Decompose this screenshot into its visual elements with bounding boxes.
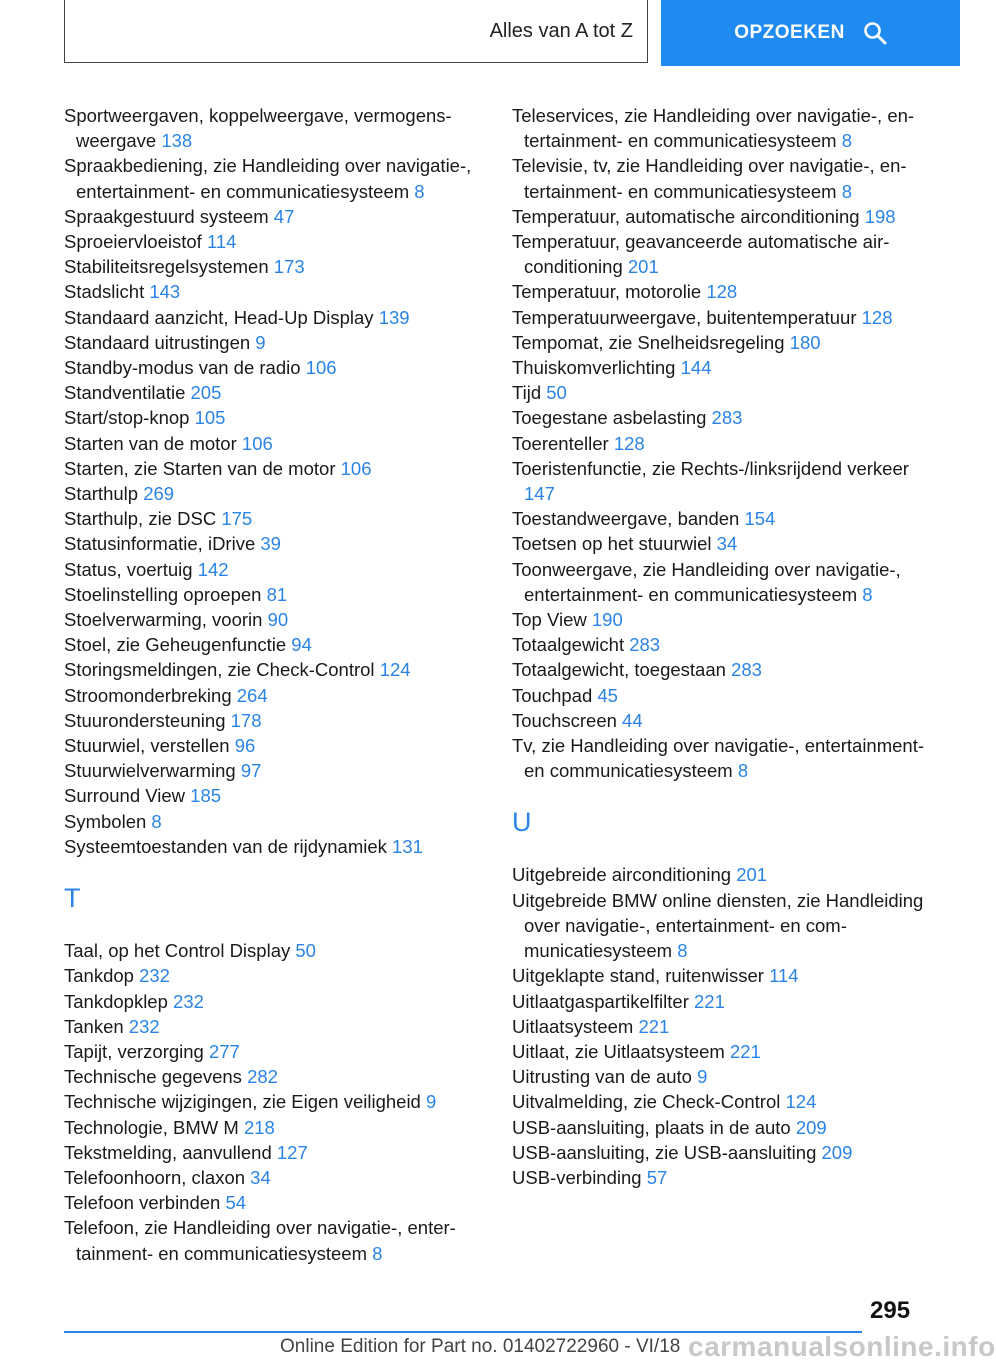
index-entry-text: Totaalgewicht — [512, 634, 625, 656]
index-entry-page-link[interactable]: 106 — [305, 357, 337, 379]
index-entry-page-link[interactable]: 221 — [638, 1015, 670, 1037]
index-entry-page-link[interactable]: 97 — [240, 760, 262, 782]
index-entry — [64, 557, 489, 582]
index-entry-page-link[interactable]: 198 — [864, 205, 896, 227]
index-letter-heading: T — [64, 883, 81, 914]
index-column-right — [512, 103, 932, 1190]
index-entry — [64, 204, 489, 229]
index-entry-text: USB-verbinding — [512, 1166, 642, 1188]
index-entry-text: Tempomat, zie Snelheidsregeling — [512, 331, 785, 353]
index-entry-page-link[interactable]: 178 — [230, 709, 262, 731]
index-entry — [512, 153, 932, 203]
index-entry-text: Toetsen op het stuurwiel — [512, 533, 712, 555]
index-entry — [64, 506, 489, 531]
index-entry-page-link[interactable]: 124 — [785, 1091, 817, 1113]
index-entry-page-link[interactable]: 283 — [711, 407, 743, 429]
index-entry-page-link[interactable]: 8 — [841, 130, 853, 152]
tab-search[interactable] — [661, 0, 960, 66]
index-entry — [512, 279, 932, 304]
index-entry-text: Toestandweergave, banden — [512, 508, 740, 530]
index-entry-text: Teleservices, zie Handleiding over navigatie-, entertainment- en communicatiesysteem — [512, 105, 915, 152]
index-entry — [64, 683, 489, 708]
index-entry-text: Tankdopklep — [64, 990, 168, 1012]
index-entry-text: Starthulp, zie DSC — [64, 508, 217, 530]
index-entry-page-link[interactable]: 44 — [622, 709, 643, 731]
index-entry-page-link[interactable]: 221 — [729, 1040, 761, 1062]
index-entry-page-link[interactable]: 221 — [694, 990, 725, 1012]
index-entry-page-link[interactable]: 283 — [629, 634, 661, 656]
index-entry — [64, 989, 489, 1014]
index-entry-page-link[interactable]: 144 — [680, 357, 712, 379]
index-entry-page-link[interactable]: 269 — [143, 483, 175, 505]
index-entry-page-link[interactable]: 128 — [613, 432, 645, 454]
index-entry-page-link[interactable]: 34 — [716, 533, 738, 555]
index-entry-text: Technische wijzigingen, zie Eigen veiligheid — [64, 1091, 421, 1113]
index-entry-text: Status, voertuig — [64, 558, 193, 580]
index-entry — [512, 1014, 932, 1039]
index-entry — [64, 963, 489, 988]
index-entry — [512, 708, 932, 733]
index-entry — [64, 279, 489, 304]
index-entry-page-link[interactable]: 143 — [149, 281, 181, 303]
index-entry — [512, 405, 932, 430]
index-entry-text: Stabiliteitsregelsystemen — [64, 256, 269, 278]
index-entry-page-link[interactable]: 8 — [737, 760, 749, 782]
index-entry — [512, 1039, 932, 1064]
index-entry-text: Statusinformatie, iDrive — [64, 533, 256, 555]
index-entry-page-link[interactable]: 45 — [597, 684, 618, 706]
index-entry-text: Toonweergave, zie Handleiding over navigatie-, entertainment- en communicatiesysteem — [512, 558, 901, 605]
index-entry-text: Systeemtoestanden van de rijdynamiek — [64, 835, 387, 857]
watermark-text: carmanualsonline.info — [688, 1331, 996, 1362]
index-entry — [512, 632, 932, 657]
index-entry-page-link[interactable]: 39 — [260, 533, 281, 555]
index-entry — [512, 862, 932, 887]
index-entry — [512, 963, 932, 988]
index-entry-text: Sproeiervloeistof — [64, 231, 202, 253]
index-entry-text: Toeristenfunctie, zie Rechts-/linksrijdend verkeer — [512, 457, 909, 479]
index-entry-page-link[interactable]: 201 — [736, 864, 768, 886]
index-entry-text: Stoelinstelling oproepen — [64, 583, 262, 605]
index-entry-text: Sportweergaven, koppelweergave, vermogensweergave — [64, 105, 452, 152]
index-entry-page-link[interactable]: 124 — [379, 659, 411, 681]
index-entry-page-link[interactable]: 232 — [128, 1015, 160, 1037]
index-entry-text: Uitgebreide airconditioning — [512, 864, 732, 886]
index-entry-text: Temperatuur, motorolie — [512, 281, 702, 303]
search-icon — [863, 21, 887, 45]
index-entry — [512, 506, 932, 531]
index-entry — [64, 103, 489, 153]
index-entry — [512, 103, 932, 153]
index-entry-text: Spraakgestuurd systeem — [64, 205, 269, 227]
index-entry-text: Uitlaatsysteem — [512, 1015, 634, 1037]
index-entry-page-link[interactable]: 105 — [194, 407, 226, 429]
index-entry-text: Starten, zie Starten van de motor — [64, 457, 336, 479]
index-entry — [64, 254, 489, 279]
index-entry-page-link[interactable]: 218 — [243, 1116, 275, 1138]
index-entry-page-link[interactable]: 9 — [255, 331, 266, 353]
index-entry-page-link[interactable]: 8 — [841, 180, 853, 202]
index-entry — [512, 305, 932, 330]
index-entry — [512, 989, 932, 1014]
index-entry-page-link[interactable]: 282 — [247, 1066, 278, 1088]
index-entry — [64, 1115, 489, 1140]
index-entry — [64, 708, 489, 733]
index-entry — [512, 1089, 932, 1114]
index-entry-page-link[interactable]: 8 — [862, 583, 873, 605]
index-entry-page-link[interactable]: 232 — [139, 965, 170, 987]
index-entry-page-link[interactable]: 147 — [524, 483, 555, 505]
index-entry — [64, 783, 489, 808]
index-entry-text: Touchpad — [512, 684, 593, 706]
index-entry — [512, 380, 932, 405]
index-entry — [64, 758, 489, 783]
index-entry — [512, 355, 932, 380]
index-entry-text: Stoelverwarming, voorin — [64, 609, 263, 631]
index-entry — [64, 330, 489, 355]
index-entry-page-link[interactable]: 8 — [677, 940, 688, 962]
index-entry — [512, 229, 932, 279]
index-entry — [64, 380, 489, 405]
index-entry — [64, 657, 489, 682]
index-entry-page-link[interactable]: 114 — [769, 965, 799, 987]
index-entry — [64, 834, 489, 859]
index-entry-page-link[interactable]: 283 — [731, 659, 762, 681]
index-entry — [64, 809, 489, 834]
index-entry-text: Temperatuur, geavanceerde automatische airconditioning — [512, 231, 890, 278]
index-entry — [64, 481, 489, 506]
index-entry-text: Technische gegevens — [64, 1066, 242, 1088]
index-entry — [512, 888, 932, 964]
index-entry-text: Uitrusting van de auto — [512, 1066, 692, 1088]
index-entry-text: Stoel, zie Geheugenfunctie — [64, 634, 287, 656]
index-entry-page-link[interactable]: 114 — [206, 231, 237, 253]
top-navigation — [0, 0, 960, 66]
index-entry — [512, 1115, 932, 1140]
index-entry — [512, 733, 932, 783]
index-entry-text: Technologie, BMW M — [64, 1116, 239, 1138]
index-entry — [64, 1165, 489, 1190]
index-entry — [64, 405, 489, 430]
index-entry-page-link[interactable]: 106 — [241, 432, 273, 454]
index-entry — [512, 204, 932, 229]
index-entry — [64, 632, 489, 657]
index-entry-text: Standby-modus van de radio — [64, 357, 301, 379]
index-entry-text: Temperatuurweergave, buitentemperatuur — [512, 306, 857, 328]
index-entry-page-link[interactable]: 96 — [234, 735, 256, 757]
index-entry — [64, 456, 489, 481]
index-entry-text: Standaard aanzicht, Head-Up Display — [64, 306, 374, 328]
index-entry-text: Top View — [512, 609, 587, 631]
page-number: 295 — [870, 1297, 911, 1324]
index-entry — [512, 456, 932, 506]
index-entry — [64, 305, 489, 330]
index-entry-page-link[interactable]: 180 — [789, 331, 821, 353]
index-entry-page-link[interactable]: 94 — [291, 634, 312, 656]
index-entry — [64, 1064, 489, 1089]
index-entry-page-link[interactable]: 175 — [221, 508, 253, 530]
index-entry-text: Starten van de motor — [64, 432, 237, 454]
index-entry-page-link[interactable]: 57 — [646, 1166, 668, 1188]
index-entry-page-link[interactable]: 138 — [161, 130, 193, 152]
index-entry-text: Stuurwiel, verstellen — [64, 735, 230, 757]
index-entry-page-link[interactable]: 90 — [267, 609, 289, 631]
index-entry-page-link[interactable]: 139 — [378, 306, 410, 328]
index-entry — [64, 1014, 489, 1039]
index-entry-page-link[interactable]: 9 — [426, 1091, 437, 1113]
index-entry-text: Symbolen — [64, 810, 147, 832]
tab-search-label: OPZOEKEN — [734, 22, 845, 43]
index-entry-text: Tanken — [64, 1015, 124, 1037]
index-entry-page-link[interactable]: 142 — [197, 558, 229, 580]
index-entry-text: Telefoonhoorn, claxon — [64, 1166, 246, 1188]
index-entry-text: Telefoon, zie Handleiding over navigatie-, entertainment- en communicatiesysteem — [64, 1217, 456, 1264]
index-entry — [512, 1140, 932, 1165]
index-entry-page-link[interactable]: 127 — [276, 1141, 308, 1163]
index-entry-text: USB-aansluiting, zie USB-aansluiting — [512, 1141, 817, 1163]
index-entry — [512, 531, 932, 556]
index-entry — [512, 657, 932, 682]
tab-a-to-z[interactable] — [64, 0, 648, 63]
index-entry-page-link[interactable]: 81 — [266, 583, 288, 605]
index-entry — [64, 1190, 489, 1215]
index-entry-page-link[interactable]: 106 — [340, 457, 372, 479]
index-entry — [512, 431, 932, 456]
index-entry-text: USB-aansluiting, plaats in de auto — [512, 1116, 791, 1138]
index-entry-page-link[interactable]: 131 — [392, 835, 423, 857]
index-entry-text: Tijd — [512, 382, 542, 404]
index-entry-page-link[interactable]: 34 — [250, 1166, 271, 1188]
index-entry-text: Taal, op het Control Display — [64, 940, 291, 962]
index-entry-page-link[interactable]: 47 — [273, 205, 295, 227]
index-entry-page-link[interactable]: 232 — [173, 990, 204, 1012]
index-entry-page-link[interactable]: 201 — [627, 256, 659, 278]
index-entry-text: Stroomonderbreking — [64, 684, 232, 706]
index-column-left — [64, 103, 489, 1266]
index-entry-page-link[interactable]: 173 — [273, 256, 305, 278]
index-entry-text: Temperatuur, automatische airconditioning — [512, 205, 860, 227]
index-entry-text: Uitvalmelding, zie Check-Control — [512, 1091, 781, 1113]
index-entry-text: Starthulp — [64, 483, 139, 505]
index-entry-text: Televisie, tv, zie Handleiding over navigatie-, entertainment- en communicatiesysteem — [512, 155, 907, 202]
tab-a-to-z-label: Alles van A tot Z — [489, 19, 633, 42]
index-entry-text: Stadslicht — [64, 281, 145, 303]
index-entry-text: Uitlaat, zie Uitlaatsysteem — [512, 1040, 725, 1062]
index-entry-text: Tv, zie Handleiding over navigatie-, entertainment- en communicatiesysteem — [512, 735, 925, 782]
index-letter-heading: U — [512, 807, 532, 838]
footer-edition-text: Online Edition for Part no. 01402722960 - VI/18 — [280, 1336, 681, 1357]
index-entry — [64, 1140, 489, 1165]
index-entry-page-link[interactable]: 154 — [744, 508, 776, 530]
index-entry-page-link[interactable]: 185 — [190, 785, 222, 807]
index-entry-text: Tekstmelding, aanvullend — [64, 1141, 272, 1163]
index-entry — [64, 1089, 489, 1114]
index-entry — [512, 1165, 932, 1190]
index-entry-page-link[interactable]: 50 — [295, 940, 316, 962]
index-entry — [64, 153, 489, 203]
index-entry-text: Tankdop — [64, 965, 134, 987]
index-entry-page-link[interactable]: 128 — [861, 306, 893, 328]
index-entry — [64, 355, 489, 380]
index-entry — [512, 1064, 932, 1089]
index-entry-page-link[interactable]: 190 — [591, 609, 623, 631]
index-entry — [64, 733, 489, 758]
index-entry — [512, 607, 932, 632]
index-entry — [512, 557, 932, 607]
index-entry-page-link[interactable]: 264 — [236, 684, 268, 706]
index-entry-text: Telefoon verbinden — [64, 1192, 221, 1214]
index-entry-text: Uitgeklapte stand, ruitenwisser — [512, 965, 764, 987]
index-entry-text: Stuurondersteuning — [64, 709, 226, 731]
index-entry-text: Spraakbediening, zie Handleiding over navigatie-, entertainment- en communicatiesysteem — [64, 155, 472, 202]
index-entry-page-link[interactable]: 54 — [225, 1192, 247, 1214]
index-entry — [64, 1215, 489, 1265]
index-entry-text: Thuiskomverlichting — [512, 357, 676, 379]
index-entry-page-link[interactable]: 205 — [190, 382, 222, 404]
index-entry-text: Tapijt, verzorging — [64, 1040, 204, 1062]
index-entry-text: Storingsmeldingen, zie Check-Control — [64, 659, 375, 681]
index-entry-page-link[interactable]: 277 — [208, 1040, 240, 1062]
index-entry-page-link[interactable]: 128 — [706, 281, 738, 303]
index-entry — [64, 582, 489, 607]
index-entry-page-link[interactable]: 50 — [546, 382, 567, 404]
index-entry — [64, 431, 489, 456]
index-entry-text: Toegestane asbelasting — [512, 407, 707, 429]
index-entry-page-link[interactable]: 9 — [697, 1066, 708, 1088]
index-entry-page-link[interactable]: 8 — [414, 180, 425, 202]
index-entry-text: Toerenteller — [512, 432, 609, 454]
index-entry — [64, 607, 489, 632]
index-entry-text: Stuurwielverwarming — [64, 760, 236, 782]
index-entry — [64, 1039, 489, 1064]
index-entry-page-link[interactable]: 209 — [795, 1116, 827, 1138]
index-entry-text: Surround View — [64, 785, 186, 807]
index-entry — [64, 938, 489, 963]
index-entry-text: Start/stop-knop — [64, 407, 190, 429]
index-entry-text: Standaard uitrustingen — [64, 331, 251, 353]
index-entry-text: Touchscreen — [512, 709, 617, 731]
index-entry-page-link[interactable]: 209 — [821, 1141, 853, 1163]
index-entry-text: Totaalgewicht, toegestaan — [512, 659, 726, 681]
index-entry — [64, 531, 489, 556]
index-entry — [512, 330, 932, 355]
index-entry-text: Standventilatie — [64, 382, 186, 404]
index-entry-page-link[interactable]: 8 — [372, 1242, 383, 1264]
index-entry-text: Uitlaatgaspartikelfilter — [512, 990, 689, 1012]
index-entry-text: Uitgebreide BMW online diensten, zie Handleiding over navigatie-, entertainment- en communicatiesysteem — [512, 889, 924, 962]
index-entry — [64, 229, 489, 254]
index-entry — [512, 683, 932, 708]
index-entry-page-link[interactable]: 8 — [151, 810, 162, 832]
